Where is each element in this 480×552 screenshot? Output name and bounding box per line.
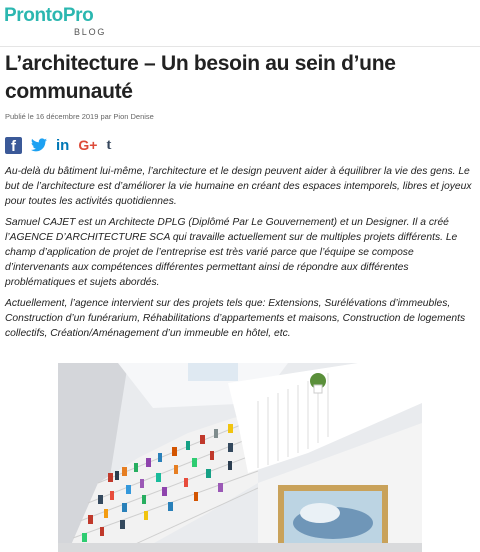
- tumblr-icon[interactable]: t: [106, 136, 112, 153]
- google-plus-icon[interactable]: G+: [78, 137, 98, 153]
- share-bar: [5, 135, 111, 155]
- logo-wordmark: [4, 6, 93, 26]
- article-paragraph: Actuellement, l’agence intervient sur des projets tels que: Extensions, Surélévations d’immeubles, Construction d’un funérarium, Réhabilitations d’appartements et maisons, Construction de logements collectifs, Création/Aménagement d’un immeuble en hôtel, etc.: [5, 298, 466, 339]
- logo-part-b: Pro: [62, 5, 94, 26]
- logo-subtitle: BLOG: [74, 27, 107, 37]
- post-byline: Publié le 16 décembre 2019 par Pion Denise: [5, 112, 154, 121]
- site-header: [0, 0, 480, 44]
- logo-part-a: Pronto: [4, 5, 63, 26]
- article-photo: [58, 363, 422, 552]
- article-body: [5, 164, 477, 347]
- article-paragraph: Au-delà du bâtiment lui-même, l’architecture et le design peuvent aider à équilibrer la vie des gens. Le but de l’architecture est d’améliorer la vie humaine en créant des espaces intemporels, libres et joyeux pour toutes les activités quotidiennes.: [5, 166, 472, 207]
- interior-photo-illustration: [58, 363, 422, 552]
- twitter-icon[interactable]: [31, 138, 47, 152]
- site-logo[interactable]: [4, 5, 107, 37]
- linkedin-icon[interactable]: in: [56, 136, 70, 154]
- post-title: L’architecture – Un besoin au sein d’une communauté: [5, 52, 396, 103]
- facebook-icon[interactable]: f: [5, 137, 22, 154]
- header-divider: [0, 46, 480, 47]
- article-paragraph: Samuel CAJET est un Architecte DPLG (Diplômé Par Le Gouvernement) et un Designer. Il a créé l’AGENCE D’ARCHITECTURE SCA qui travaille actuellement sur de multiples projets différents. Le champ d’application de projet de l’entreprise est très varié parce que l’équipe se compose d’intervenants aux compétences différentes permettant ainsi de répondre aux différentes problématiques et sujets abordés.: [5, 217, 458, 288]
